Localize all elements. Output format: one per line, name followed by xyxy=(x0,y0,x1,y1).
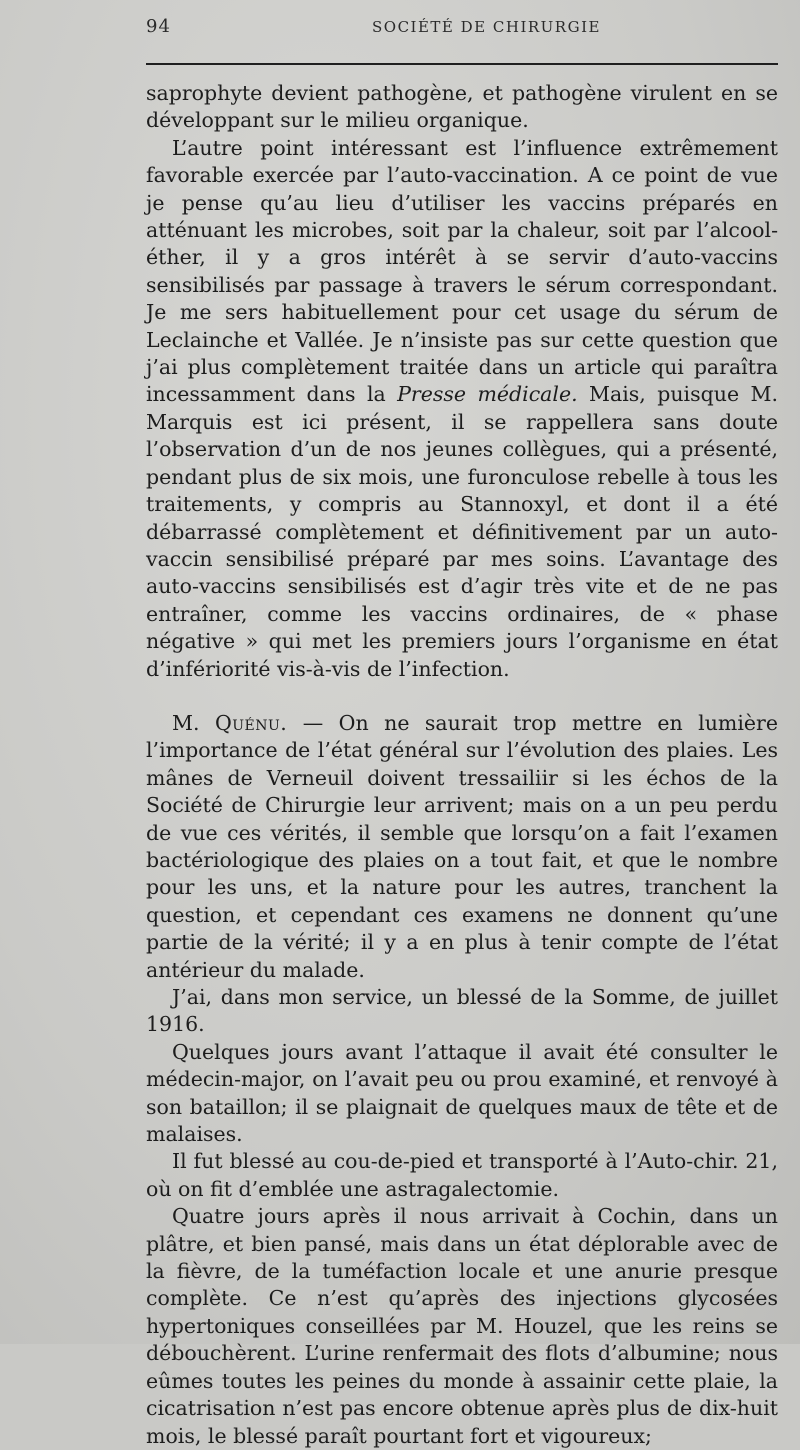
paragraph-continuation: saprophyte devient pathogène, et pathogène virulent en se développant sur le milieu organique. xyxy=(146,81,778,133)
section-spacer xyxy=(146,683,778,710)
paragraph-case-intro: J’ai, dans mon service, un blessé de la Somme, de juillet 1916. xyxy=(146,985,778,1037)
journal-title: Presse médicale. xyxy=(397,382,578,407)
paragraph-injury: Il fut blessé au cou-de-pied et transporté à l’Auto-chir. 21, où on fit d’emblée une astragalectomie. xyxy=(146,1149,778,1201)
paragraph-quenu xyxy=(146,710,778,984)
paragraph-auto-vaccination xyxy=(146,135,778,683)
paragraph-case-history: Quelques jours avant l’attaque il avait été consulter le médecin-major, on l’avait peu ou prou examiné, et renvoyé à son bataillon; il se plaignait de quelques maux de tête et de malaises. xyxy=(146,1039,778,1147)
header-rule xyxy=(146,63,778,65)
body-text xyxy=(146,80,778,1450)
paragraph-text: — On ne saurait trop mettre en lumière l’importance de l’état général sur l’évolution des plaies. Les mânes de Verneuil doivent tressailiir si les échos de la Société de Chirurgie leur arrivent; mais on a un peu perdu de vue ces vérités, il semble que lorsqu’on a fait l’examen bactériologique des plaies on a tout fait, et que le nombre pour les uns, et la nature pour les autres, tranchent la question, et cependant ces examens ne donnent qu’une partie de la vérité; il y a en plus à tenir compte de l’état antérieur du malade. xyxy=(146,710,778,982)
speaker-prefix: M. xyxy=(172,710,215,735)
page-header xyxy=(146,16,780,44)
paragraph-text: L’autre point intéressant est l’influence extrêmement favorable exercée par l’auto-vaccination. A ce point de vue je pense qu’au lieu d’utiliser les vaccins préparés en atténuant les microbes, soit par la chaleur, soit par l’alcool-éther, il y a gros intérêt à se servir d’auto-vaccins sensibilisés par passage à travers le sérum correspondant. Je me sers habituellement pour cet usage du sérum de Leclainche et Vallée. Je n’insiste pas sur cette question que j’ai plus complètement traitée dans un article qui paraîtra incessamment dans la xyxy=(146,135,778,407)
paragraph-text: Mais, puisque M. Marquis est ici présent, il se rappellera sans doute l’observation d’un de nos jeunes collègues, qui a présenté, pendant plus de six mois, une furonculose rebelle à tous les traitements, y compris au Stannoxyl, et dont il a été débarrassé complètement et définitivement par un auto-vaccin sensibilisé préparé par mes soins. L’avantage des auto-vaccins sensibilisés est d’agir très vite et de ne pas entraîner, comme les vaccins ordinaires, de « phase négative » qui met les premiers jours l’organisme en état d’infériorité vis-à-vis de l’infection. xyxy=(146,382,778,681)
speaker-name: Quénu. xyxy=(214,710,288,735)
page-number: 94 xyxy=(146,16,171,37)
running-title: SOCIÉTÉ DE CHIRURGIE xyxy=(372,18,601,36)
paragraph-evolution: Quatre jours après il nous arrivait à Cochin, dans un plâtre, et bien pansé, mais dans un état déplorable avec de la fièvre, de la tuméfaction locale et une anurie presque complète. Ce n’est qu’après des injections glycosées hypertoniques conseillées par M. Houzel, que les reins se débouchèrent. L’urine renfermait des flots d’albumine; nous eûmes toutes les peines du monde à assainir cette plaie, la cicatrisation n’est pas encore obtenue après plus de dix-huit mois, le blessé paraît pourtant fort et vigoureux; xyxy=(146,1204,778,1448)
